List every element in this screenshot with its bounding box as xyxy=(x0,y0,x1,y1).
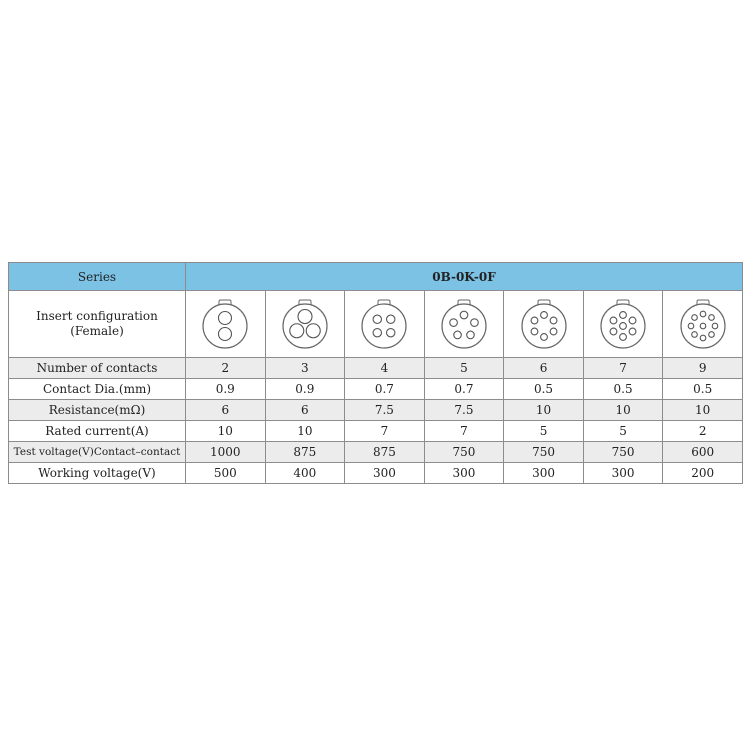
contact-pin xyxy=(700,335,706,341)
cell: 7 xyxy=(583,358,663,379)
cell: 300 xyxy=(583,463,663,484)
connector-6-pin-icon xyxy=(504,291,584,358)
connector-face xyxy=(362,304,406,348)
contact-pin xyxy=(531,317,538,324)
connector-4-pin-icon xyxy=(345,291,425,358)
row-label: Rated current(A) xyxy=(9,421,186,442)
cell: 5 xyxy=(583,421,663,442)
connector-5-pin-icon xyxy=(424,291,504,358)
header-row xyxy=(9,263,743,291)
contact-pin xyxy=(708,315,714,321)
contact-pin xyxy=(610,317,617,324)
spec-table xyxy=(8,262,743,484)
contact-pin xyxy=(620,334,627,341)
contact-pin xyxy=(620,323,627,330)
series-name: 0B-0K-0F xyxy=(186,263,743,291)
cell: 400 xyxy=(265,463,345,484)
connector-3-pin-svg xyxy=(278,297,332,351)
contact-pin xyxy=(629,317,636,324)
connector-9-pin-icon xyxy=(663,291,743,358)
cell: 750 xyxy=(504,442,584,463)
contact-pin xyxy=(540,334,547,341)
contact-pin xyxy=(712,323,718,329)
connector-4-pin-svg xyxy=(357,297,411,351)
cell: 10 xyxy=(186,421,266,442)
cell: 875 xyxy=(345,442,425,463)
contact-pin xyxy=(691,332,697,338)
cell: 600 xyxy=(663,442,743,463)
contact-pin xyxy=(550,317,557,324)
contact-pin xyxy=(550,328,557,335)
cell: 6 xyxy=(265,400,345,421)
cell: 500 xyxy=(186,463,266,484)
row-resistance xyxy=(9,400,743,421)
row-contact-dia xyxy=(9,379,743,400)
cell: 875 xyxy=(265,442,345,463)
row-test-voltage xyxy=(9,442,743,463)
cell: 300 xyxy=(345,463,425,484)
cell: 5 xyxy=(424,358,504,379)
contact-pin xyxy=(620,312,627,319)
cell: 6 xyxy=(186,400,266,421)
cell: 7.5 xyxy=(345,400,425,421)
connector-2-pin-icon xyxy=(186,291,266,358)
contact-pin xyxy=(688,323,694,329)
cell: 0.7 xyxy=(424,379,504,400)
cell: 750 xyxy=(424,442,504,463)
contact-pin xyxy=(290,324,304,338)
cell: 750 xyxy=(583,442,663,463)
connector-7-pin-icon xyxy=(583,291,663,358)
connector-2-pin-svg xyxy=(198,297,252,351)
contact-pin xyxy=(373,329,381,337)
connector-3-pin-icon xyxy=(265,291,345,358)
connector-9-pin-svg xyxy=(676,297,730,351)
connector-7-pin-svg xyxy=(596,297,650,351)
contact-pin xyxy=(691,315,697,321)
row-working-voltage xyxy=(9,463,743,484)
row-label: Number of contacts xyxy=(9,358,186,379)
contact-pin xyxy=(460,311,468,319)
contact-pin xyxy=(610,328,617,335)
connector-5-pin-svg xyxy=(437,297,491,351)
contact-pin xyxy=(700,323,706,329)
row-label: Test voltage(V)Contact–contact xyxy=(9,442,186,463)
row-number-of-contacts xyxy=(9,358,743,379)
cell: 9 xyxy=(663,358,743,379)
cell: 7.5 xyxy=(424,400,504,421)
cell: 0.9 xyxy=(265,379,345,400)
contact-pin xyxy=(298,310,312,324)
cell: 7 xyxy=(345,421,425,442)
contact-pin xyxy=(373,315,381,323)
contact-pin xyxy=(629,328,636,335)
contact-pin xyxy=(700,311,706,317)
cell: 1000 xyxy=(186,442,266,463)
cell: 300 xyxy=(424,463,504,484)
connector-face xyxy=(203,304,247,348)
contact-pin xyxy=(467,331,475,339)
row-rated-current xyxy=(9,421,743,442)
cell: 200 xyxy=(663,463,743,484)
connector-6-pin-svg xyxy=(517,297,571,351)
cell: 10 xyxy=(583,400,663,421)
cell: 10 xyxy=(504,400,584,421)
insert-configuration-label: Insert configuration (Female) xyxy=(9,291,186,358)
cell: 0.5 xyxy=(583,379,663,400)
contact-pin xyxy=(306,324,320,338)
row-label: Resistance(mΩ) xyxy=(9,400,186,421)
cell: 3 xyxy=(265,358,345,379)
contact-pin xyxy=(708,332,714,338)
cell: 0.9 xyxy=(186,379,266,400)
connector-face xyxy=(522,304,566,348)
cell: 0.5 xyxy=(504,379,584,400)
row-label: Working voltage(V) xyxy=(9,463,186,484)
cell: 10 xyxy=(265,421,345,442)
cell: 4 xyxy=(345,358,425,379)
cell: 0.5 xyxy=(663,379,743,400)
contact-pin xyxy=(454,331,462,339)
cell: 6 xyxy=(504,358,584,379)
series-label: Series xyxy=(9,263,186,291)
cell: 0.7 xyxy=(345,379,425,400)
cell: 5 xyxy=(504,421,584,442)
contact-pin xyxy=(387,315,395,323)
contact-pin xyxy=(219,328,232,341)
cell: 300 xyxy=(504,463,584,484)
contact-pin xyxy=(219,312,232,325)
contact-pin xyxy=(531,328,538,335)
contact-pin xyxy=(450,319,458,327)
contact-pin xyxy=(471,319,479,327)
contact-pin xyxy=(387,329,395,337)
insert-configuration-row xyxy=(9,291,743,358)
cell: 2 xyxy=(186,358,266,379)
contact-pin xyxy=(540,312,547,319)
cell: 2 xyxy=(663,421,743,442)
cell: 7 xyxy=(424,421,504,442)
row-label: Contact Dia.(mm) xyxy=(9,379,186,400)
cell: 10 xyxy=(663,400,743,421)
connector-face xyxy=(442,304,486,348)
